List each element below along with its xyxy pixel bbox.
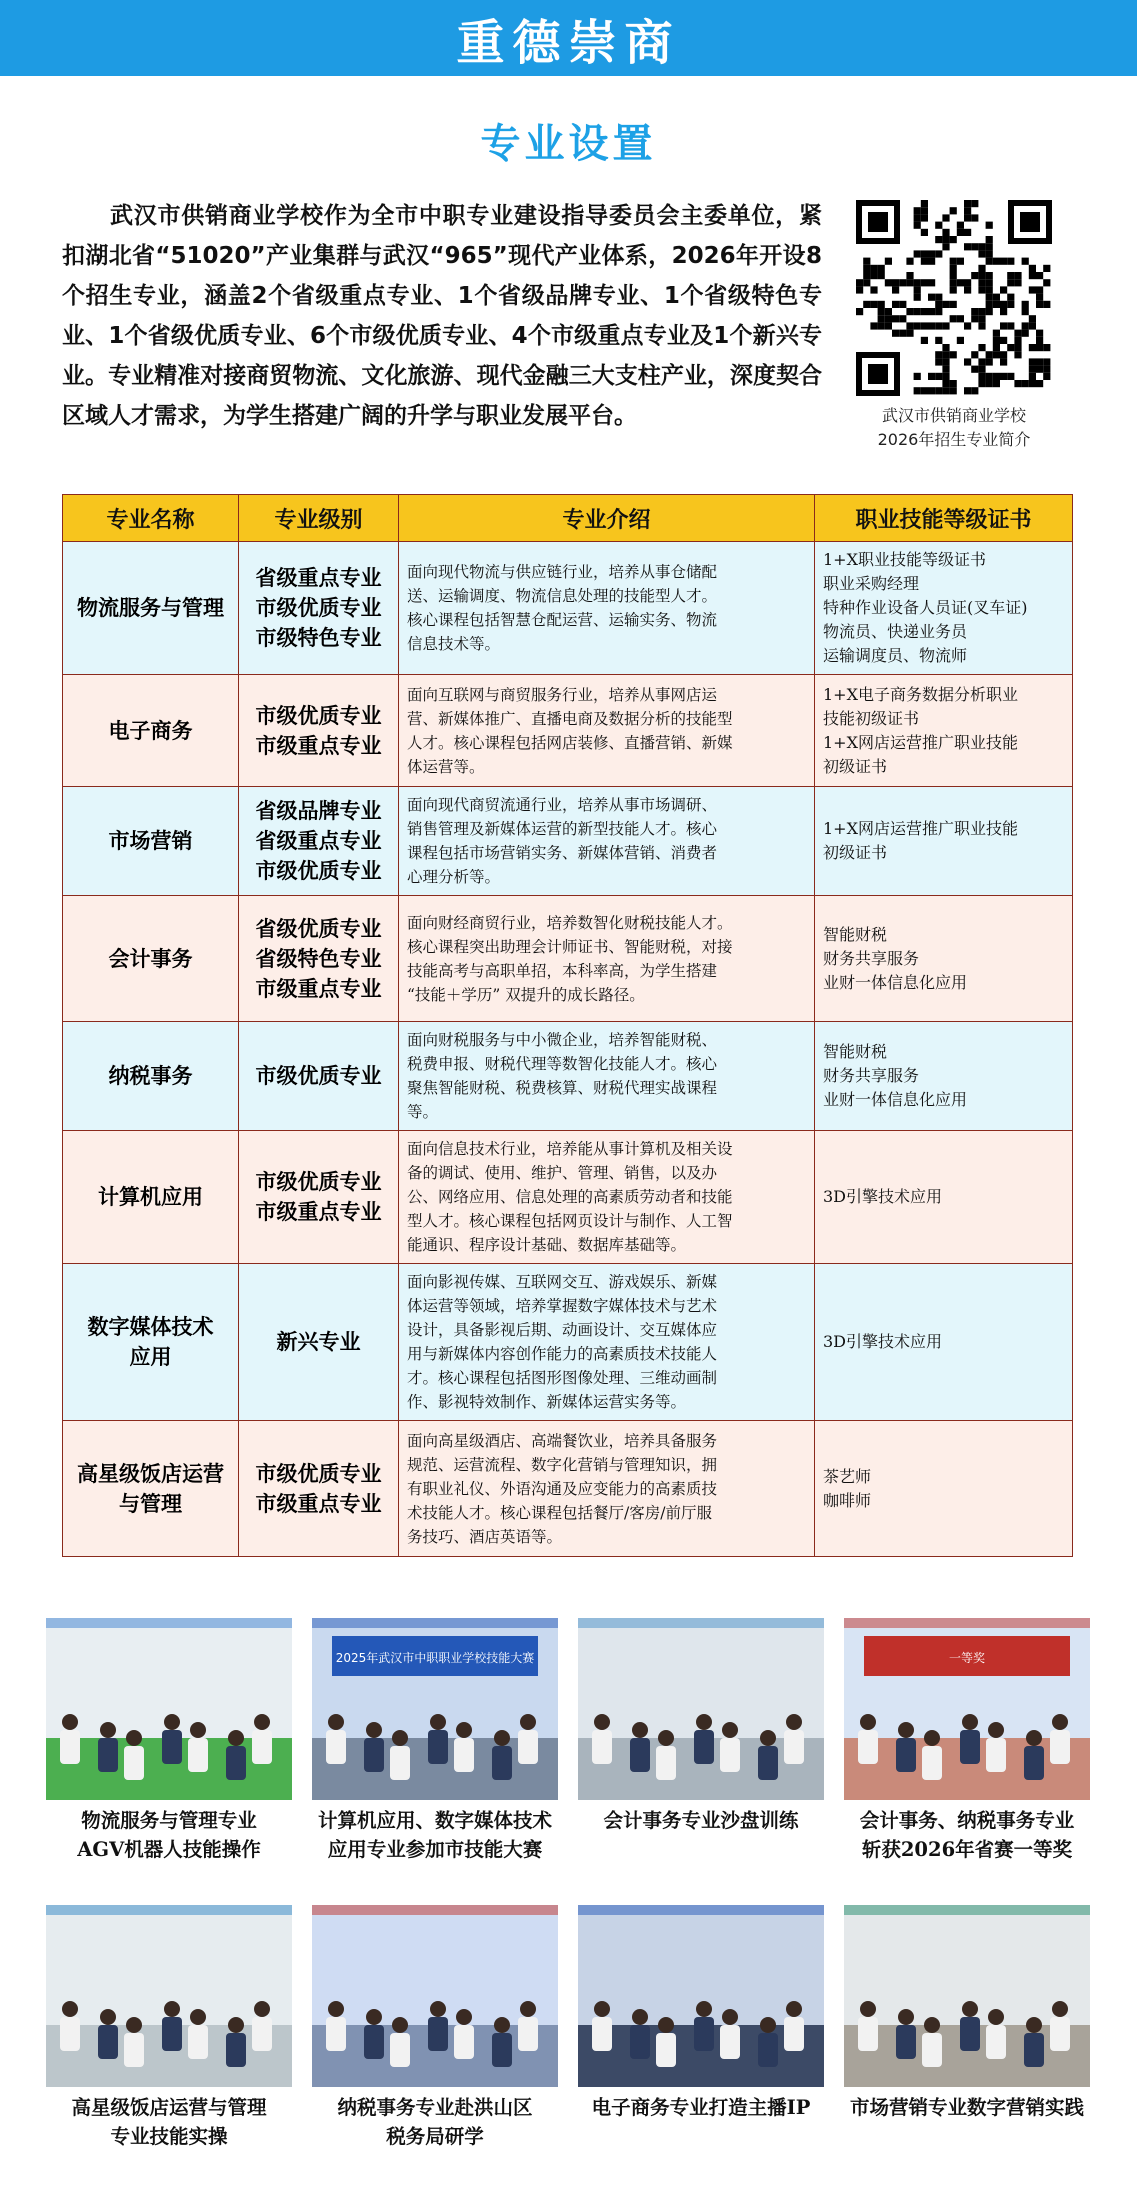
major-intro-line: 规范、运营流程、数字化营销与管理知识，拥 [407,1455,718,1474]
major-intro-line: 术技能人才。核心课程包括餐厅/客房/前厅服 [407,1503,712,1522]
certificate-line: 茶艺师 [823,1466,872,1486]
activity-photo [844,1905,1090,2087]
major-intro-cell [399,1022,815,1131]
photo-caption [836,2093,1098,2122]
table-row [63,1264,1073,1421]
photo-caption-line: 市场营销专业数字营销实践 [849,2096,1084,2119]
major-intro-cell [399,675,815,787]
major-level-line: 市级重点专业 [255,733,382,758]
major-intro-line: 信息技术等。 [407,635,501,653]
certificate-line: 智能财税 [823,1042,888,1061]
certificate-line: 3D引擎技术应用 [823,1187,943,1206]
major-intro-line: 设计，具备影视后期、动画设计、交互媒体应 [407,1321,718,1339]
photo-caption-line: 高星级饭店运营与管理 [71,2096,267,2119]
major-intro-line: 公、网络应用、信息处理的高素质劳动者和技能 [407,1188,733,1206]
major-name-line: 数字媒体技术 [87,1315,214,1339]
major-name-cell [63,1022,239,1131]
majors-table [62,494,1073,1557]
major-intro-line: 面向高星级酒店、高端餐饮业，培养具备服务 [407,1431,718,1450]
activity-photo [844,1618,1090,1800]
major-name-line: 高星级饭店运营 [77,1461,224,1486]
major-intro-cell [399,787,815,896]
photo-caption-line: 税务局研学 [386,2125,484,2148]
photo-caption [304,2093,566,2151]
major-level-cell [239,1022,399,1131]
major-level-line: 省级品牌专业 [255,799,382,823]
photo-caption-line: 应用专业参加市技能大赛 [327,1838,543,1861]
certificate-line: 职业采购经理 [823,574,920,593]
major-level-line: 市级优质专业 [255,859,382,883]
header-certificates: 职业技能等级证书 [815,495,1073,542]
table-row [63,1022,1073,1131]
qr-finder-top-right [1008,200,1052,244]
major-level-line: 市级特色专业 [255,626,382,650]
certificate-cell [815,896,1073,1022]
certificate-line: 特种作业设备人员证(叉车证) [823,598,1028,617]
major-level-line: 市级重点专业 [255,976,382,1001]
header-major-intro: 专业介绍 [399,495,815,542]
photo-caption [570,2093,832,2122]
activity-photo [46,1905,292,2087]
major-intro-line: 面向财税服务与中小微企业，培养智能财税、 [407,1031,718,1049]
major-name-cell [63,787,239,896]
major-level-line: 省级优质专业 [255,916,382,941]
table-row [63,542,1073,675]
photo-caption-line: 电子商务专业打造主播IP [591,2096,811,2119]
certificate-cell [815,1264,1073,1421]
major-intro-line: 心理分析等。 [407,868,501,886]
major-name-cell [63,1131,239,1264]
qr-caption [840,404,1068,452]
activity-photo [578,1905,824,2087]
certificate-line: 1+X网店运营推广职业技能 [823,819,1018,838]
major-intro-line: 面向财经商贸行业，培养数智化财税技能人才。 [407,913,733,932]
table-header-row [63,495,1073,542]
major-level-cell [239,675,399,787]
header-major-level: 专业级别 [239,495,399,542]
major-name-line: 市场营销 [108,829,193,853]
photo-caption-line: 斩获2026年省赛一等奖 [861,1838,1073,1861]
certificate-line: 运输调度员、物流师 [823,646,968,665]
major-level-line: 省级重点专业 [255,566,382,590]
major-intro-line: “技能＋学历” 双提升的成长路径。 [407,985,645,1004]
major-level-line: 市级优质专业 [255,1064,382,1088]
major-name-line: 应用 [129,1345,172,1369]
banner-slogan: 重德崇商 [456,14,681,71]
major-name-line: 会计事务 [108,946,193,971]
major-name-cell [63,1264,239,1421]
certificate-line: 财务共享服务 [823,1066,920,1085]
qr-finder-top-left [856,200,900,244]
certificate-line: 物流员、快递业务员 [823,622,968,641]
qr-code[interactable] [852,196,1056,400]
major-level-cell [239,1421,399,1557]
major-intro-line: 有职业礼仪、外语沟通及应变能力的高素质技 [407,1479,718,1498]
certificate-line: 1+X网店运营推广职业技能 [823,732,1018,752]
photo-caption-line: 专业技能实操 [110,2125,228,2148]
table-row [63,1421,1073,1557]
photo-caption-line: 会计事务、纳税事务专业 [859,1809,1075,1832]
photo-caption [38,2093,300,2151]
major-intro-line: 面向影视传媒、互联网交互、游戏娱乐、新媒 [407,1273,718,1291]
major-name-cell [63,542,239,675]
major-intro-cell [399,542,815,675]
certificate-cell [815,787,1073,896]
certificate-line: 咖啡师 [823,1490,872,1510]
major-level-cell [239,542,399,675]
table-row [63,896,1073,1022]
photo-banner-text: 2025年武汉市中职职业学校技能大赛 [335,1651,535,1665]
major-intro-line: 作、影视特效制作、新媒体运营实务等。 [407,1393,687,1411]
major-intro-line: 税费申报、财税代理等数智化技能人才。核心 [407,1055,718,1073]
photo-caption [836,1806,1098,1864]
major-intro-line: 能通识、程序设计基础、数据库基础等。 [407,1236,687,1254]
major-intro-line: 面向现代物流与供应链行业，培养从事仓储配 [407,563,718,581]
certificate-line: 财务共享服务 [823,948,920,968]
major-level-line: 市级重点专业 [255,1491,382,1516]
major-level-cell [239,1131,399,1264]
major-intro-line: 体运营等领域，培养掌握数字媒体技术与艺术 [407,1297,718,1315]
major-intro-line: 技能高考与高职单招，本科率高，为学生搭建 [407,961,718,980]
major-intro-line: 人才。核心课程包括网店装修、直播营销、新媒 [407,733,733,752]
major-intro-line: 面向互联网与商贸服务行业，培养从事网店运 [407,685,718,704]
major-intro-line: 型人才。核心课程包括网页设计与制作、人工智 [407,1212,733,1230]
photo-caption-line: 纳税事务专业赴洪山区 [337,2096,533,2119]
major-level-line: 省级重点专业 [255,829,382,853]
major-intro-line: 核心课程包括智慧仓配运营、运输实务、物流 [407,611,718,629]
activity-photo [46,1618,292,1800]
major-level-cell [239,787,399,896]
major-level-cell [239,896,399,1022]
major-intro-line: 面向现代商贸流通行业，培养从事市场调研、 [407,796,718,814]
major-intro-line: 务技巧、酒店英语等。 [407,1527,563,1546]
major-level-line: 市级优质专业 [255,1170,382,1194]
photo-caption-line: AGV机器人技能操作 [77,1838,261,1861]
major-level-line: 市级优质专业 [255,703,382,728]
major-level-cell [239,1264,399,1421]
major-intro-cell [399,1131,815,1264]
photo-caption-line: 会计事务专业沙盘训练 [603,1809,799,1832]
certificate-line: 初级证书 [823,843,888,862]
major-intro-line: 销售管理及新媒体运营的新型技能人才。核心 [407,820,718,838]
certificate-line: 业财一体信息化应用 [823,1090,968,1109]
major-name-cell [63,1421,239,1557]
major-intro-line: 课程包括市场营销实务、新媒体营销、消费者 [407,844,718,862]
major-level-line: 市级优质专业 [255,596,382,620]
header-major-name: 专业名称 [63,495,239,542]
certificate-cell [815,1022,1073,1131]
major-name-line: 纳税事务 [108,1064,193,1088]
certificate-cell [815,1421,1073,1557]
major-intro-line: 用与新媒体内容创作能力的高素质技术技能人 [407,1345,718,1363]
certificate-line: 初级证书 [823,756,888,776]
certificate-line: 3D引擎技术应用 [823,1332,943,1351]
intro-paragraph: 武汉市供销商业学校作为全市中职专业建设指导委员会主委单位，紧扣湖北省“51020”产业集群与武汉“965”现代产业体系，2026年开设8个招生专业，涵盖2个省级重点专业、1个省级品牌专业、1个省级特色专业、1个省级优质专业、6个市级优质专业、4个市级重点专业及1个新兴专业。专业精准对接商贸物流、文化旅游、现代金融三大支柱产业，深度契合区域人才需求，为学生搭建广阔的升学与职业发展平台。 [62,203,822,429]
major-intro-line: 聚焦智能财税、税费核算、财税代理实战课程 [407,1079,718,1097]
major-intro-cell [399,1264,815,1421]
major-intro-line: 等。 [407,1103,439,1121]
table-row [63,1131,1073,1264]
major-intro-cell [399,896,815,1022]
major-intro-line: 才。核心课程包括图形图像处理、三维动画制 [407,1369,718,1387]
major-intro-line: 面向信息技术行业，培养能从事计算机及相关设 [407,1140,733,1158]
major-intro-line: 送、运输调度、物流信息处理的技能型人才。 [407,587,718,605]
top-banner [0,0,1137,76]
table-row [63,787,1073,896]
photo-caption [38,1806,300,1864]
major-intro-line: 备的调试、使用、维护、管理、销售，以及办 [407,1164,718,1182]
major-intro-line: 营、新媒体推广、直播电商及数据分析的技能型 [407,709,733,728]
certificate-line: 1+X职业技能等级证书 [823,550,986,569]
qr-finder-bottom-left [856,352,900,396]
major-level-line: 新兴专业 [276,1330,361,1354]
photo-caption [570,1806,832,1835]
major-name-line: 计算机应用 [98,1185,203,1209]
major-intro-line: 核心课程突出助理会计师证书、智能财税，对接 [407,937,733,956]
certificate-cell [815,675,1073,787]
activity-photo [578,1618,824,1800]
certificate-line: 业财一体信息化应用 [823,972,968,992]
certificate-cell [815,542,1073,675]
qr-caption-line: 2026年招生专业简介 [877,430,1031,449]
major-name-line: 电子商务 [108,718,193,743]
activity-photo [312,1905,558,2087]
table-row [63,675,1073,787]
photo-caption [304,1806,566,1864]
major-level-line: 市级优质专业 [255,1461,382,1486]
photo-banner-text: 一等奖 [948,1651,986,1665]
certificate-line: 智能财税 [823,924,888,944]
major-name-line: 物流服务与管理 [77,596,224,620]
qr-caption-line: 武汉市供销商业学校 [881,406,1026,425]
major-name-cell [63,896,239,1022]
certificate-line: 1+X电子商务数据分析职业 [823,684,1018,704]
photo-caption-line: 物流服务与管理专业 [81,1809,257,1832]
major-name-line: 与管理 [119,1491,182,1516]
major-intro-line: 体运营等。 [407,757,485,776]
major-level-line: 省级特色专业 [255,946,382,971]
major-level-line: 市级重点专业 [255,1200,382,1224]
certificate-cell [815,1131,1073,1264]
certificate-line: 技能初级证书 [823,708,920,728]
major-name-cell [63,675,239,787]
page-title: 专业设置 [480,121,657,167]
major-intro-cell [399,1421,815,1557]
activity-photo [312,1618,558,1800]
photo-caption-line: 计算机应用、数字媒体技术 [317,1809,552,1832]
